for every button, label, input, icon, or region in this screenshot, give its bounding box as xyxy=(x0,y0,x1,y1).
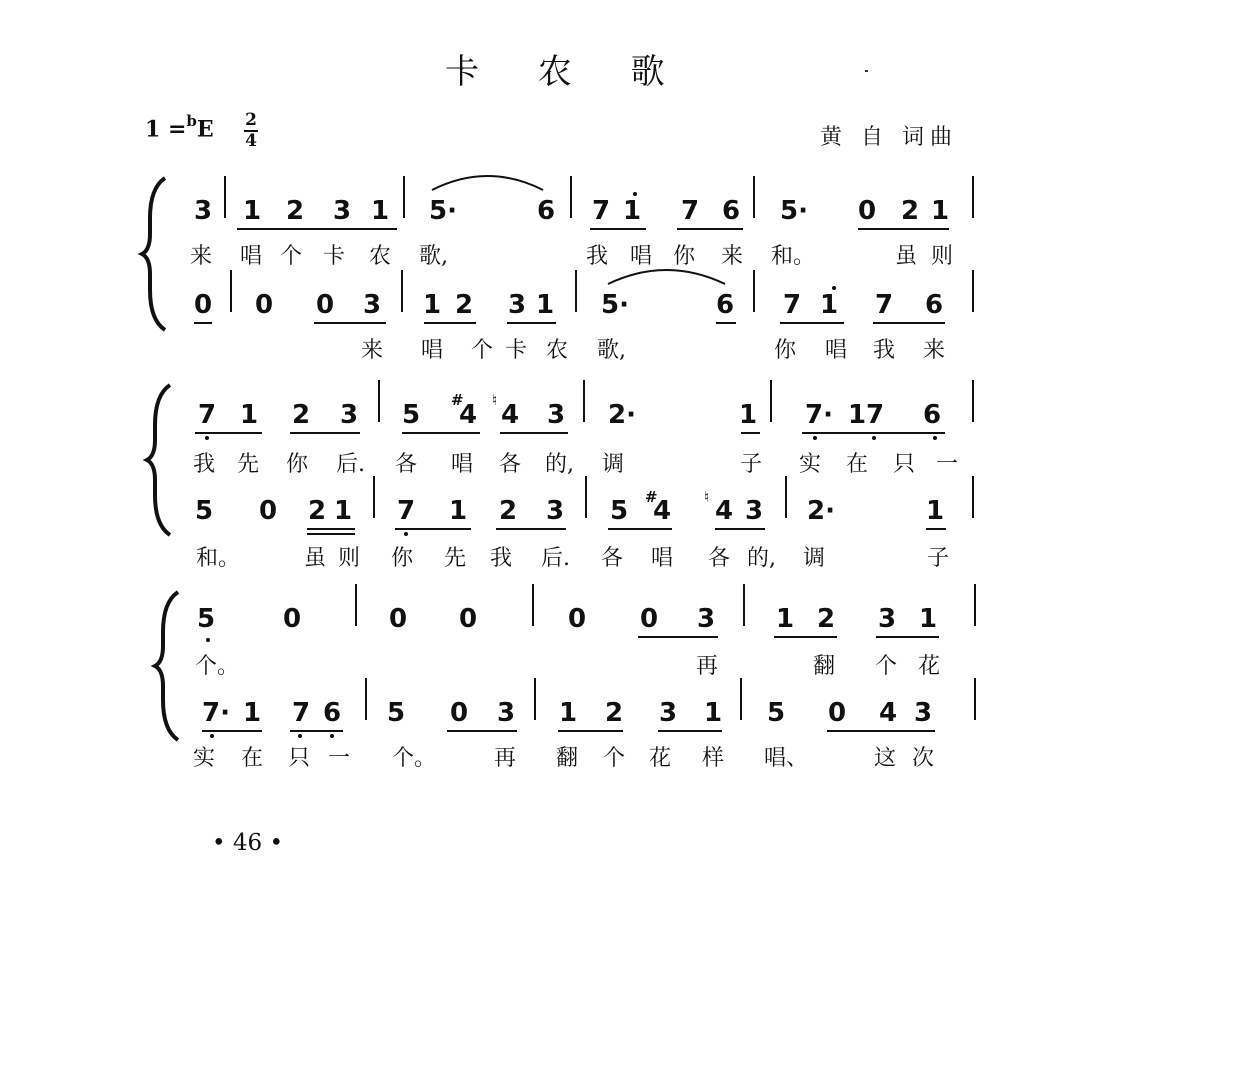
note: 0 xyxy=(282,604,302,634)
lyric: 调 xyxy=(803,546,826,571)
lyric: 唱 xyxy=(451,452,474,477)
note: 1 xyxy=(333,496,353,526)
note: 3 xyxy=(496,698,516,728)
note: 4 xyxy=(458,400,478,430)
lyric: 翻 xyxy=(813,654,836,679)
accidental: ♮ xyxy=(492,391,498,409)
lyric: 来 xyxy=(361,338,384,363)
note: 7 xyxy=(680,196,700,226)
lyric: 卡 xyxy=(323,244,346,269)
note: 1 xyxy=(558,698,578,728)
note: 0 xyxy=(567,604,587,634)
note: 2 xyxy=(816,604,836,634)
note: 1 xyxy=(242,196,262,226)
key-equals: = xyxy=(167,116,187,143)
note: 3 xyxy=(193,196,213,226)
note: 1 xyxy=(925,496,945,526)
note: 3 xyxy=(696,604,716,634)
note: 1 xyxy=(703,698,723,728)
slur xyxy=(608,270,725,284)
note: 2 xyxy=(307,496,327,526)
meter-upper: 2 xyxy=(245,110,257,130)
note: 2 xyxy=(900,196,920,226)
note: 0 xyxy=(458,604,478,634)
lyric: 各 xyxy=(499,452,522,477)
note: 7 xyxy=(396,496,416,526)
lyric: 调 xyxy=(602,452,625,477)
note: 0 xyxy=(388,604,408,634)
note: 5· xyxy=(780,196,808,226)
lyric: 唱 xyxy=(421,338,444,363)
lyric: 翻 xyxy=(556,746,579,771)
lyric: 唱 xyxy=(825,338,848,363)
lyric: 各 xyxy=(708,546,731,571)
note: 7· xyxy=(202,698,230,728)
key-note: E xyxy=(196,116,214,143)
note: 7· xyxy=(805,400,833,430)
note: 6 xyxy=(536,196,556,226)
lyric: 先 xyxy=(444,546,467,571)
note: 0 xyxy=(857,196,877,226)
lyric: 只 xyxy=(893,452,916,477)
slur xyxy=(432,176,543,190)
page-number: • 46 • xyxy=(212,830,284,856)
lyric: 这 xyxy=(874,746,897,771)
lyric: 则 xyxy=(931,244,954,269)
song-title: 卡 农 歌 xyxy=(445,52,689,92)
lyric: 次 xyxy=(912,746,935,771)
lyric: 花 xyxy=(918,654,941,679)
lyric: 个。 xyxy=(392,746,437,771)
key-one: 1 xyxy=(145,116,161,143)
note: 5· xyxy=(601,290,629,320)
lyric: 个 xyxy=(280,244,303,269)
lyric: 样 xyxy=(702,746,725,771)
lyric: 的, xyxy=(747,546,776,571)
note: 3 xyxy=(507,290,527,320)
lyric: 实 xyxy=(799,452,822,477)
note: 3 xyxy=(877,604,897,634)
lyric: 个。 xyxy=(195,654,240,679)
lyric: 来 xyxy=(923,338,946,363)
note: 5 xyxy=(609,496,629,526)
note: 3 xyxy=(545,496,565,526)
note: 0 xyxy=(254,290,274,320)
lyric: 在 xyxy=(241,746,264,771)
lyric: 后. xyxy=(541,546,570,571)
lyric: 我 xyxy=(873,338,896,363)
lyric: 的, xyxy=(545,452,574,477)
note: 2 xyxy=(454,290,474,320)
note: 0 xyxy=(193,290,213,320)
lyric: 唱 xyxy=(630,244,653,269)
note: 5 xyxy=(766,698,786,728)
note: 4 xyxy=(878,698,898,728)
accidental: # xyxy=(645,488,658,506)
flat-symbol: b xyxy=(186,112,197,130)
lyric: 虽 xyxy=(304,546,327,571)
note: 7 xyxy=(874,290,894,320)
lyric: 和。 xyxy=(196,546,241,571)
lyric: 子 xyxy=(927,546,950,571)
note: 2 xyxy=(604,698,624,728)
lyric: 各 xyxy=(601,546,624,571)
note: 1 xyxy=(819,290,839,320)
note: 5 xyxy=(386,698,406,728)
lyric: 卡 xyxy=(505,338,528,363)
note: 0 xyxy=(258,496,278,526)
lyric: 则 xyxy=(338,546,361,571)
note: 7 xyxy=(291,698,311,728)
note: 1 xyxy=(239,400,259,430)
lyric: 你 xyxy=(286,452,309,477)
lyric: 你 xyxy=(774,338,797,363)
note: 1 xyxy=(775,604,795,634)
note: 5 xyxy=(196,604,216,634)
note: 1 xyxy=(930,196,950,226)
note: 3 xyxy=(362,290,382,320)
lyric: 我 xyxy=(193,452,216,477)
note: 6 xyxy=(922,400,942,430)
note: 6 xyxy=(715,290,735,320)
system-bracket xyxy=(142,178,165,330)
note: 1 xyxy=(242,698,262,728)
lyric: 各 xyxy=(395,452,418,477)
lyric: 花 xyxy=(649,746,672,771)
note: 0 xyxy=(639,604,659,634)
note: 2· xyxy=(608,400,636,430)
lyric: 子 xyxy=(740,452,763,477)
lyric: 我 xyxy=(490,546,513,571)
lyric: 个 xyxy=(875,654,898,679)
lyric: 先 xyxy=(237,452,260,477)
note: 5 xyxy=(401,400,421,430)
note: 3 xyxy=(546,400,566,430)
note: 1 xyxy=(738,400,758,430)
lyric: 后. xyxy=(336,452,365,477)
lyric: 农 xyxy=(369,244,392,269)
lyric: 再 xyxy=(696,654,719,679)
note: 5 xyxy=(194,496,214,526)
lyric: 个 xyxy=(603,746,626,771)
lyric: 歌, xyxy=(597,338,626,363)
lyric: 个 xyxy=(471,338,494,363)
system-bracket xyxy=(155,592,178,740)
note: 0 xyxy=(827,698,847,728)
note: 2 xyxy=(291,400,311,430)
lyric: 唱 xyxy=(651,546,674,571)
lyric: 实 xyxy=(193,746,216,771)
lyric: 在 xyxy=(846,452,869,477)
lyric: 歌, xyxy=(419,244,448,269)
lyric: 唱、 xyxy=(764,746,809,771)
lyric: 再 xyxy=(494,746,517,771)
note: 2· xyxy=(807,496,835,526)
note: 7 xyxy=(197,400,217,430)
note: 7 xyxy=(865,400,885,430)
note: 6 xyxy=(721,196,741,226)
note: 3 xyxy=(332,196,352,226)
lyric: 和。 xyxy=(771,244,816,269)
note: 4 xyxy=(500,400,520,430)
note: 1 xyxy=(370,196,390,226)
note: 1 xyxy=(422,290,442,320)
note: 4 xyxy=(714,496,734,526)
note: 7 xyxy=(591,196,611,226)
lyric: 你 xyxy=(391,546,414,571)
lyric: 农 xyxy=(546,338,569,363)
note: 7 xyxy=(782,290,802,320)
accidental: ♮ xyxy=(704,488,710,506)
lyric: 来 xyxy=(721,244,744,269)
note: 5· xyxy=(429,196,457,226)
note: 3 xyxy=(339,400,359,430)
lyric: 你 xyxy=(673,244,696,269)
lyric: 我 xyxy=(586,244,609,269)
lyric: 唱 xyxy=(240,244,263,269)
note: 2 xyxy=(285,196,305,226)
note: 1 xyxy=(535,290,555,320)
note: 3 xyxy=(744,496,764,526)
meter-lower: 4 xyxy=(245,131,257,151)
note: 3 xyxy=(913,698,933,728)
lyric: 一 xyxy=(936,452,959,477)
note: 1 xyxy=(847,400,867,430)
note: 0 xyxy=(449,698,469,728)
lyric: 虽 xyxy=(895,244,918,269)
note: 1 xyxy=(918,604,938,634)
note: 1 xyxy=(622,196,642,226)
note: 2 xyxy=(498,496,518,526)
note: 3 xyxy=(658,698,678,728)
note: 6 xyxy=(322,698,342,728)
note: 4 xyxy=(652,496,672,526)
system-bracket xyxy=(147,385,170,535)
note: 0 xyxy=(315,290,335,320)
lyric: 只 xyxy=(288,746,311,771)
accidental: # xyxy=(451,391,464,409)
lyric: 来 xyxy=(190,244,213,269)
lyric: 一 xyxy=(328,746,351,771)
note: 1 xyxy=(448,496,468,526)
note: 6 xyxy=(924,290,944,320)
composer-credit: 黄 自 词曲 xyxy=(820,125,958,150)
